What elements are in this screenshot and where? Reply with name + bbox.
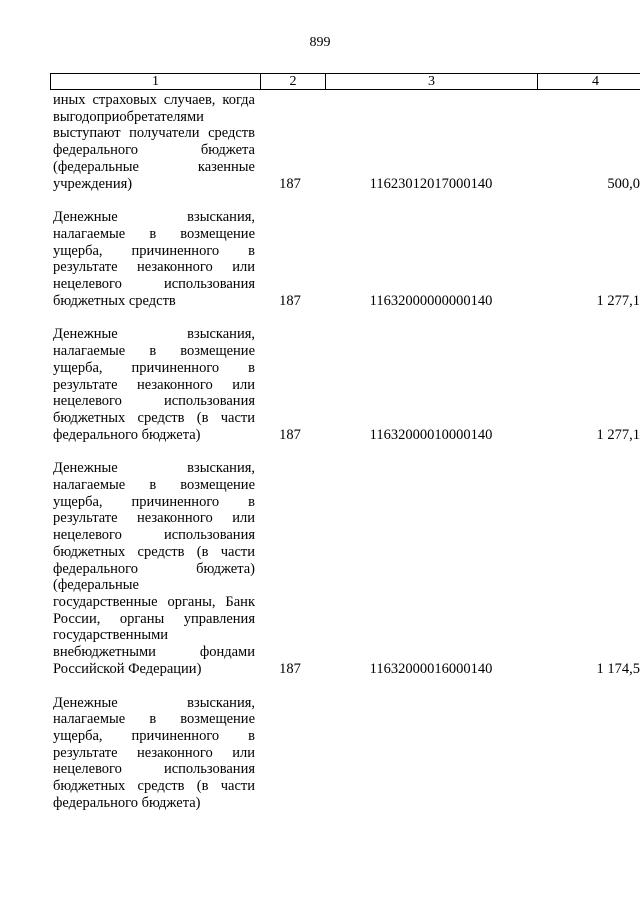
description-line: ущерба, причиненного в — [53, 727, 255, 744]
page-number: 899 — [309, 35, 331, 50]
row-classification-code: 11632000000000140 — [369, 292, 493, 309]
description-line: внебюджетными фондами — [53, 644, 255, 661]
description-line: Денежные взыскания, — [53, 460, 255, 477]
row-description — [50, 326, 255, 443]
table-header — [50, 73, 640, 90]
description-line: бюджетных средств (в части — [53, 778, 255, 795]
row-amount: 1 277,1 — [596, 426, 640, 443]
row-description — [50, 209, 255, 309]
table-row — [50, 92, 640, 192]
row-classification-code: 11632000010000140 — [369, 426, 493, 443]
row-admin-code: 187 — [279, 292, 301, 309]
description-line: налагаемые в возмещение — [53, 477, 255, 494]
description-line: федерального бюджета) — [53, 794, 201, 811]
header-col-2: 2 — [261, 74, 326, 89]
description-line: результате незаконного или — [53, 259, 255, 276]
row-amount: 500,0 — [607, 175, 640, 192]
header-col-1: 1 — [51, 74, 261, 89]
description-line: бюджетных средств (в части — [53, 543, 255, 560]
header-col-3: 3 — [326, 74, 538, 89]
description-line: учреждения) — [53, 175, 133, 192]
description-line: (федеральные казенные — [53, 158, 255, 175]
description-line: Российской Федерации) — [53, 660, 202, 677]
description-line: ущерба, причиненного в — [53, 493, 255, 510]
description-line: бюджетных средств (в части — [53, 409, 255, 426]
description-line: результате незаконного или — [53, 744, 255, 761]
description-line: нецелевого использования — [53, 276, 255, 293]
row-admin-code: 187 — [279, 426, 301, 443]
description-line: государственные органы, Банк — [53, 593, 255, 610]
row-classification-code: 11632000016000140 — [369, 660, 493, 677]
description-line: результате незаконного или — [53, 376, 255, 393]
description-line: федерального бюджета — [53, 142, 255, 159]
description-line: России, органы управления — [53, 610, 255, 627]
description-line: выступают получатели средств — [53, 125, 255, 142]
description-line: нецелевого использования — [53, 761, 255, 778]
row-classification-code: 11623012017000140 — [369, 175, 493, 192]
table-row — [50, 209, 640, 309]
header-col-4: 4 — [592, 74, 599, 89]
row-description — [50, 695, 255, 812]
row-admin-code: 187 — [279, 660, 301, 677]
table-row — [50, 695, 640, 812]
description-line: нецелевого использования — [53, 527, 255, 544]
row-description — [50, 92, 255, 192]
description-line: налагаемые в возмещение — [53, 343, 255, 360]
row-amount: 1 174,5 — [596, 660, 640, 677]
description-line: бюджетных средств — [53, 292, 176, 309]
description-line: ущерба, причиненного в — [53, 242, 255, 259]
description-line: федерального бюджета) — [53, 426, 201, 443]
row-description — [50, 460, 255, 677]
description-line: (федеральные — [53, 577, 139, 594]
description-line: выгодоприобретателями — [53, 108, 204, 125]
description-line: нецелевого использования — [53, 393, 255, 410]
row-admin-code: 187 — [279, 175, 301, 192]
description-line: Денежные взыскания, — [53, 326, 255, 343]
description-line: ущерба, причиненного в — [53, 359, 255, 376]
description-line: Денежные взыскания, — [53, 209, 255, 226]
description-line: налагаемые в возмещение — [53, 225, 255, 242]
table-row — [50, 326, 640, 443]
description-line: налагаемые в возмещение — [53, 711, 255, 728]
description-line: федерального бюджета) — [53, 560, 255, 577]
row-amount: 1 277,1 — [596, 292, 640, 309]
description-line: Денежные взыскания, — [53, 694, 255, 711]
description-line: государственными — [53, 627, 169, 644]
description-line: результате незаконного или — [53, 510, 255, 527]
table-body — [50, 92, 640, 828]
table-row — [50, 460, 640, 677]
description-line: иных страховых случаев, когда — [53, 92, 255, 108]
